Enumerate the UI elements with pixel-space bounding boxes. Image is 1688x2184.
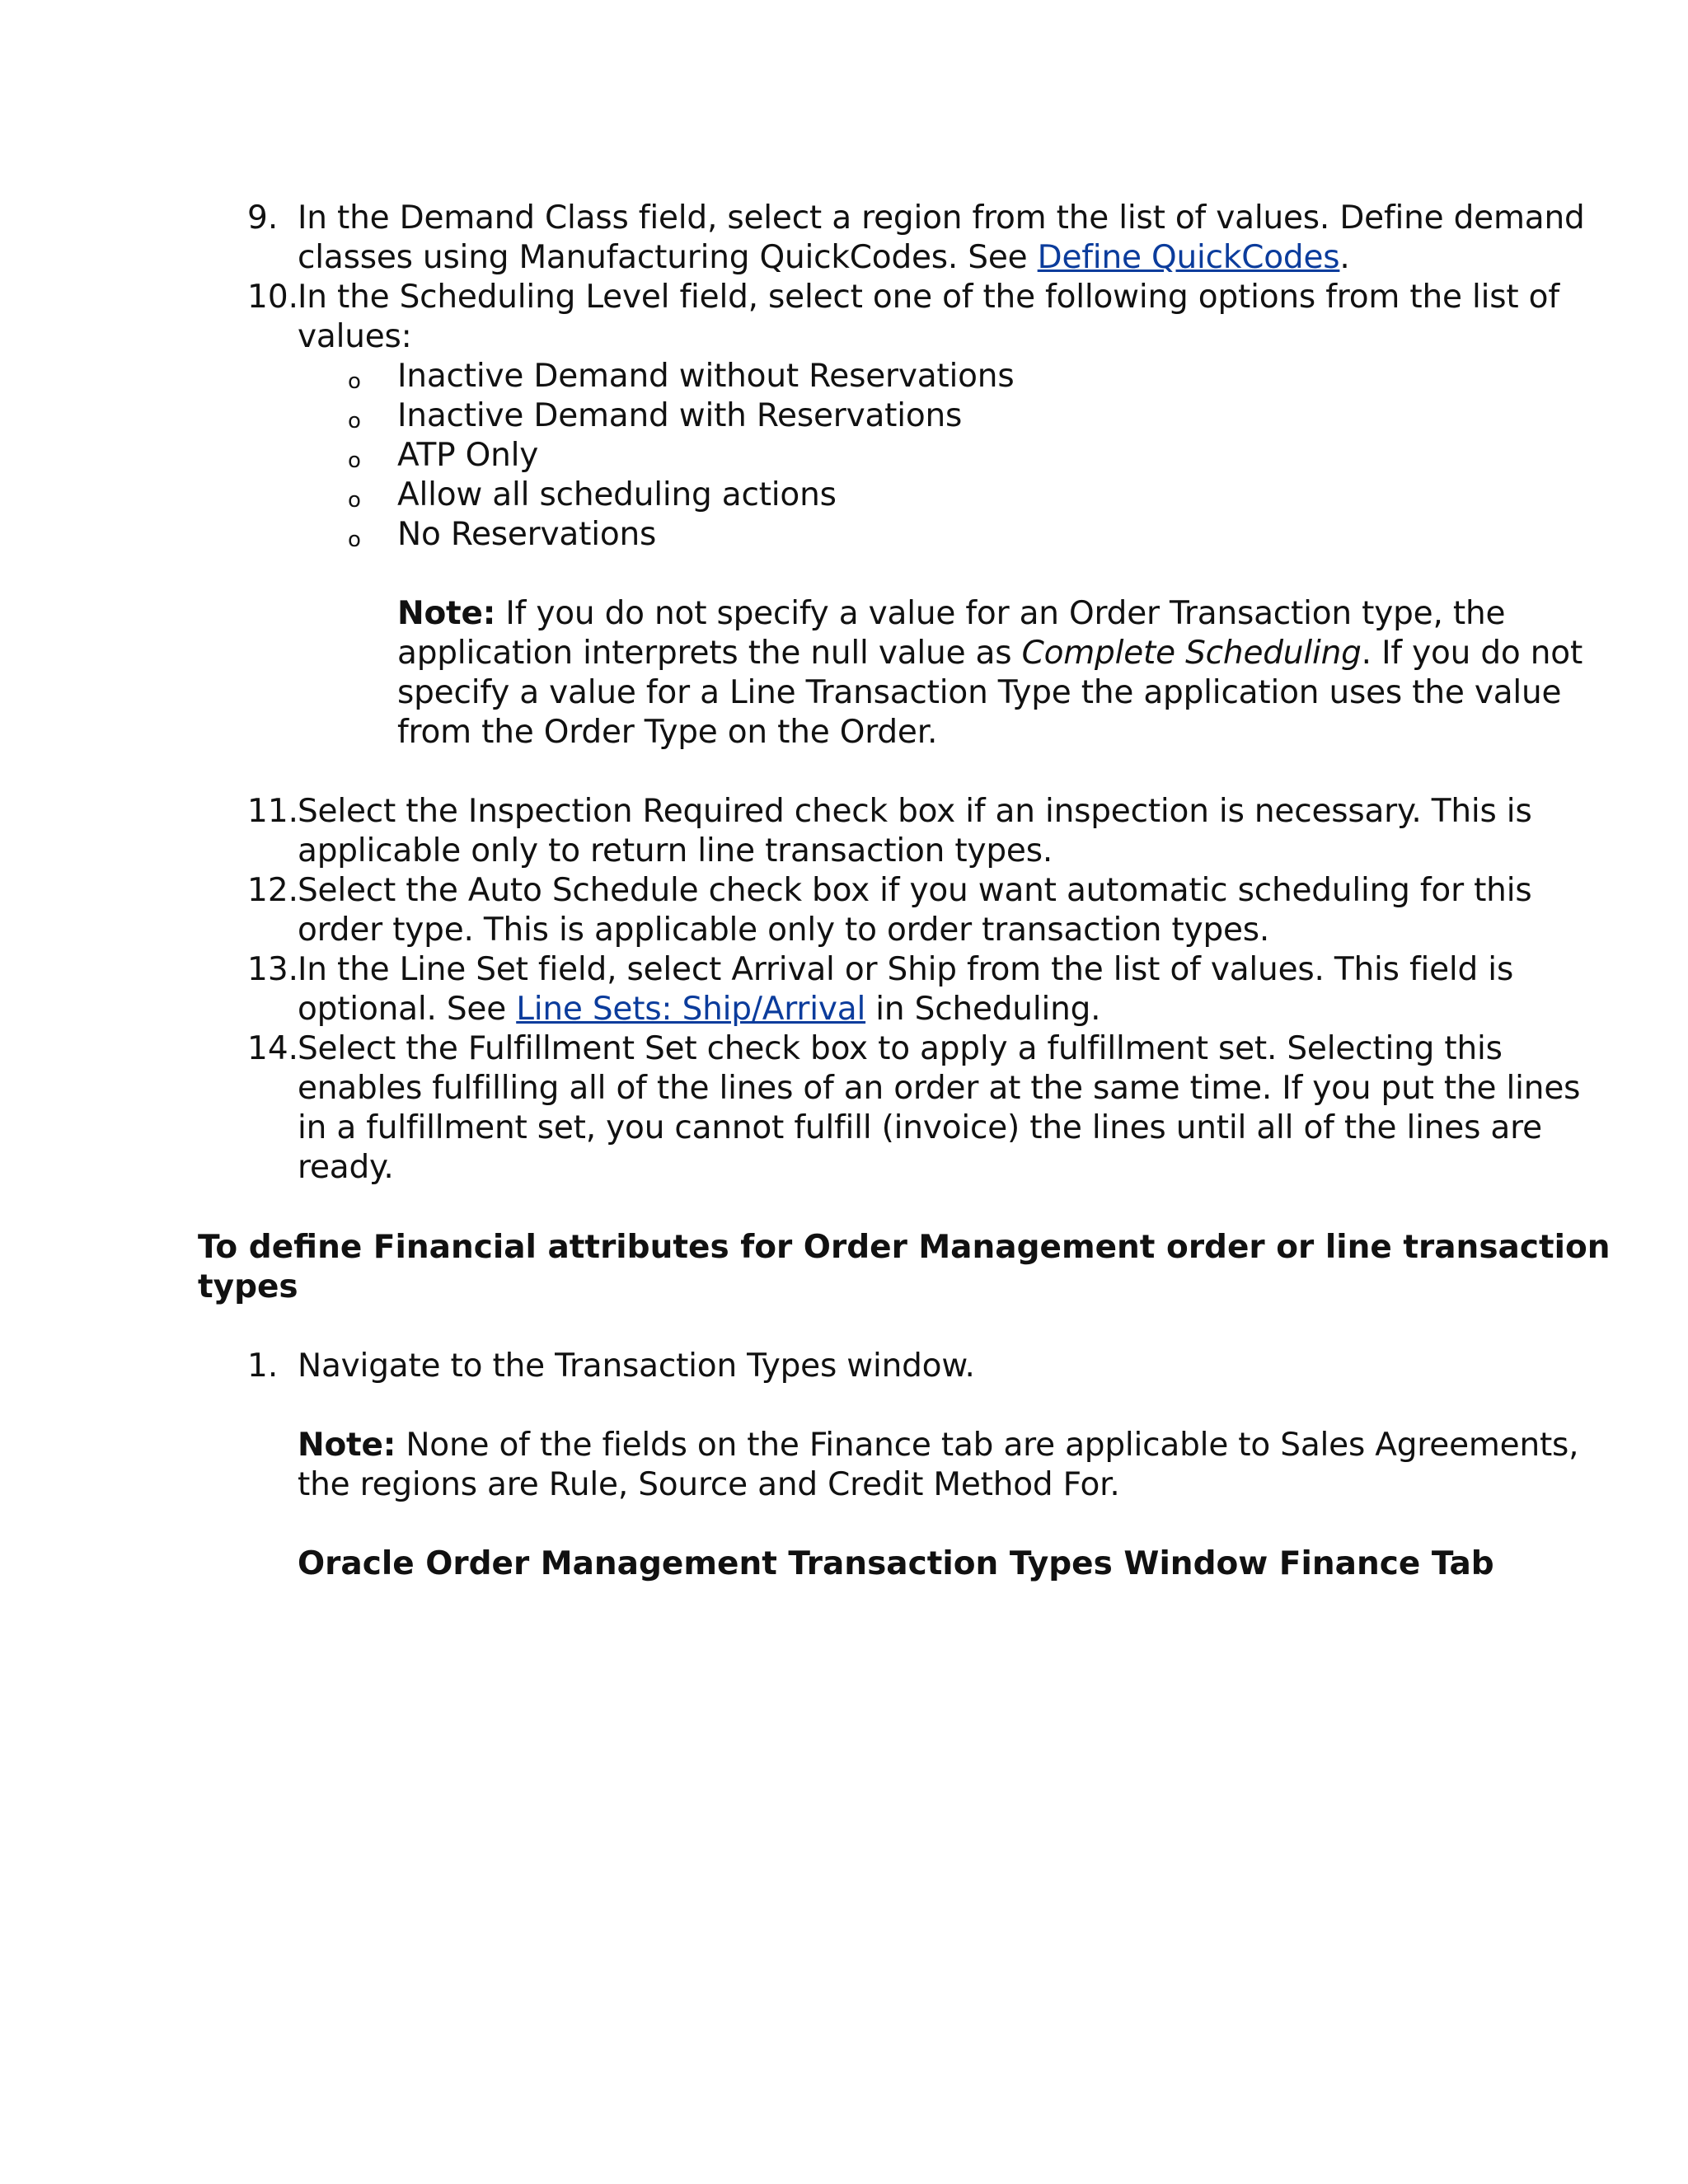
list-item	[348, 476, 1090, 515]
item-11-text-line-1: Select the Inspection Required check box if an inspection is necessary. This is	[298, 793, 1532, 830]
define-quickcodes-link[interactable]: Define QuickCodes	[1037, 239, 1340, 276]
note-text: . If you do not	[1361, 635, 1583, 672]
note-text: If you do not specify a value for an Order Transaction type, the	[495, 595, 1506, 632]
note-line-3: specify a value for a Line Transaction Type the application uses the value	[397, 674, 1562, 711]
note-italic-term: Complete Scheduling	[1021, 635, 1362, 672]
item-12-text-line-2: order type. This is applicable only to order transaction types.	[298, 912, 1270, 949]
item-9-text: classes using Manufacturing QuickCodes. See	[298, 239, 1038, 276]
note-text: application interprets the null value as	[397, 635, 1022, 672]
bullet-icon: o	[348, 527, 361, 552]
bullet-icon: o	[348, 369, 361, 394]
option-label: ATP Only	[397, 437, 539, 474]
item-10-text-line-2: values:	[298, 318, 412, 355]
item-13-text-line-1: In the Line Set field, select Arrival or Ship from the list of values. This field is	[298, 951, 1514, 988]
option-label: Inactive Demand with Reservations	[397, 397, 963, 434]
section-heading-line-1: To define Financial attributes for Order Management order or line transaction	[198, 1229, 1611, 1266]
note-line-4: from the Order Type on the Order.	[397, 714, 938, 751]
item-9-text-line-1: In the Demand Class field, select a region from the list of values. Define demand	[298, 199, 1585, 237]
figure-title: Oracle Order Management Transaction Types Window Finance Tab	[298, 1545, 1494, 1582]
item-9-text-line-2	[298, 238, 1350, 278]
item-11-number: 11.	[247, 793, 299, 830]
finance-note-line-2: the regions are Rule, Source and Credit Method For.	[298, 1466, 1120, 1503]
item-10-number: 10.	[247, 279, 299, 316]
note-line-1	[397, 594, 1505, 634]
note-label: Note:	[397, 595, 496, 632]
item-14-text-line-2: enables fulfilling all of the lines of an order at the same time. If you put the lines	[298, 1070, 1581, 1107]
option-label: Allow all scheduling actions	[397, 476, 837, 513]
item-9-period: .	[1339, 239, 1350, 276]
item-12-text-line-1: Select the Auto Schedule check box if you want automatic scheduling for this	[298, 872, 1532, 909]
item-13-text-line-2	[298, 990, 1100, 1029]
step-1-text: Navigate to the Transaction Types window.	[298, 1347, 975, 1385]
step-1-number: 1.	[247, 1347, 279, 1385]
section-heading-line-2: types	[198, 1268, 298, 1305]
list-item	[348, 396, 1090, 436]
bullet-icon: o	[348, 409, 361, 434]
item-10-text-line-1: In the Scheduling Level field, select one of the following options from the list of	[298, 279, 1559, 316]
list-item	[348, 436, 1090, 476]
list-item	[348, 515, 1090, 555]
line-sets-ship-arrival-link[interactable]: Line Sets: Ship/Arrival	[516, 991, 866, 1028]
list-item	[348, 357, 1090, 396]
item-14-number: 14.	[247, 1030, 299, 1067]
note-text: None of the fields on the Finance tab are applicable to Sales Agreements,	[396, 1427, 1579, 1464]
bullet-icon: o	[348, 488, 361, 513]
item-11-text-line-2: applicable only to return line transaction types.	[298, 832, 1053, 869]
item-13-text: optional. See	[298, 991, 517, 1028]
item-14-text-line-1: Select the Fulfillment Set check box to apply a fulfillment set. Selecting this	[298, 1030, 1503, 1067]
note-label: Note:	[298, 1427, 396, 1464]
item-13-number: 13.	[247, 951, 299, 988]
option-label: Inactive Demand without Reservations	[397, 358, 1015, 395]
item-14-text-line-3: in a fulfillment set, you cannot fulfill (invoice) the lines until all of the lines are	[298, 1109, 1542, 1146]
bullet-icon: o	[348, 448, 361, 473]
item-12-number: 12.	[247, 872, 299, 909]
item-9-number: 9.	[247, 199, 279, 237]
item-13-text: in Scheduling.	[865, 991, 1101, 1028]
option-label: No Reservations	[397, 516, 657, 553]
item-14-text-line-4: ready.	[298, 1149, 394, 1186]
finance-note-line-1	[298, 1426, 1578, 1465]
note-line-2	[397, 634, 1582, 673]
